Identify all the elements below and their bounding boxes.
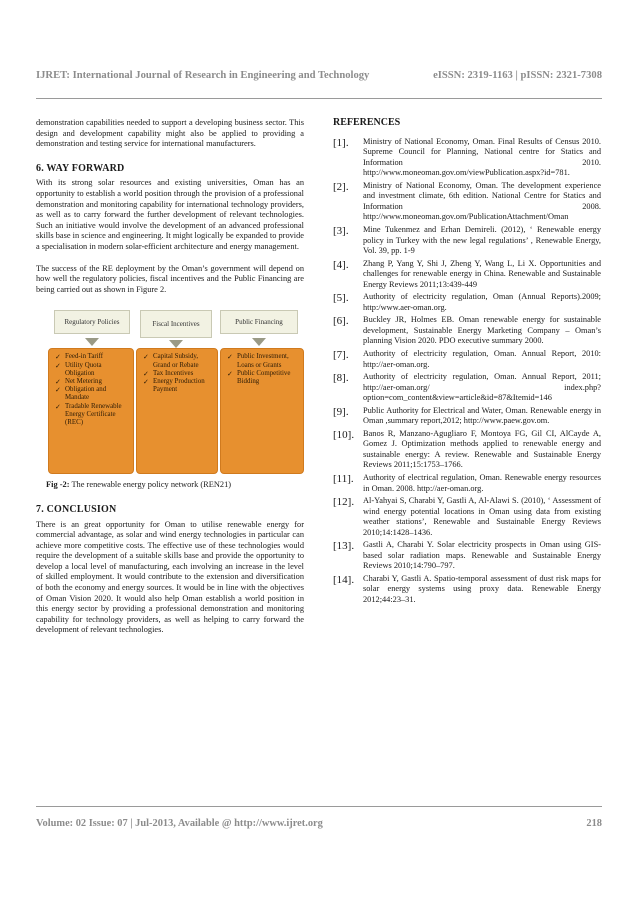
issn-label: eISSN: 2319-1163 | pISSN: 2321-7308 [433,70,602,81]
reference-item [333,181,601,223]
journal-title: IJRET: International Journal of Research in Engineering and Technology [36,70,370,81]
reference-text: Charabi Y, Gastli A. Spatio-temporal assessment of dust risk maps for solar energy systems using proxy data. Renewable Energy 2012;44:23–31. [363,573,601,605]
reference-item [333,315,601,347]
figure-list-item-text: Net Metering [65,377,102,385]
fiscal-items [143,353,214,394]
reference-text: Authority of electricity regulation, Oman. Annual Report, 2010: http://aer-oman.org. [363,348,601,369]
policy-network-figure [42,306,304,476]
reference-text: Banos R, Manzano-Agugliaro F, Montoya FG, Gil CI, AlCayde A, Gomez J. Optimization methods applied to renewable energy and sustainable energy: A review. Renewable and Sustainable Energy Reviews 2011;15:1753–1766. [363,428,601,470]
figure-list-item-text: Tradable Renewable Energy Certificate (REC) [65,402,122,426]
section-6-paragraph-2: The success of the RE deployment by the Oman’s government will depend on how well the regulatory policies, fiscal incentives and the Public Financing are being carried out as shown in Figure 2. [36,263,304,294]
fiscal-incentives-box: Fiscal Incentives [140,310,212,338]
section-7-title: 7. CONCLUSION [36,503,117,515]
checkmark-icon: ✓ [143,369,149,378]
reference-item [333,406,601,427]
right-column [333,118,601,608]
reference-item [333,496,601,538]
reference-number: [13]. [333,540,355,553]
volume-info: Volume: 02 Issue: 07 | Jul-2013, Available @ http://www.ijret.org [36,818,323,829]
figure-caption-label: Fig -2: [46,480,70,490]
reference-text: Mine Tukenmez and Erhan Demireli. (2012), ‘ Renewable energy policy in Turkey with the new legal regulations’ , Renewable Energy, Vol. 39, pp. 1-9 [363,224,601,256]
reference-number: [8]. [333,372,349,385]
figure-list-item [55,378,130,386]
arrow-down-icon [85,338,99,346]
regulatory-policies-list [48,348,134,474]
reference-item [333,349,601,370]
reference-number: [6]. [333,315,349,328]
figure-list-item-text: Obligation and Mandate [65,386,107,402]
header-divider [36,98,602,99]
checkmark-icon: ✓ [55,377,61,386]
figure-list-item [227,370,300,386]
page-footer [36,818,602,829]
checkmark-icon: ✓ [227,369,233,378]
figure-list-item-text: Tax Incentives [153,369,194,377]
reference-number: [14]. [333,573,355,586]
checkmark-icon: ✓ [143,377,149,386]
financing-items [227,353,300,386]
reference-item [333,473,601,494]
reference-number: [1]. [333,136,349,149]
figure-list-item [55,353,130,361]
reference-text: Ministry of National Economy, Oman. The development experience and investment climate, 6th edition. National Centre for Statics and Information 2008. http://www.moneoman.gov.om/PublicationAttachment/Oman [363,180,601,222]
section-6-title: 6. WAY FORWARD [36,162,125,174]
reference-number: [9]. [333,405,349,418]
reference-number: [3]. [333,224,349,237]
reference-text: Authority of electricity regulation, Oman (Annual Reports).2009; http:/www.aer-oman.org. [363,292,601,312]
reference-item [333,225,601,257]
reference-item [333,540,601,572]
reference-item [333,429,601,471]
reference-text: Zhang P, Yang Y, Shi J, Zheng Y, Wang L, Li X. Opportunities and challenges for renewable energy in China. Renewable and Sustainable Energy Reviews 2011;13:439-449 [363,258,601,289]
references-list [333,137,601,606]
figure-list-item-text: Capital Subsidy, Grand or Rebate [153,353,199,369]
figure-list-item [143,353,214,369]
checkmark-icon: ✓ [227,353,233,362]
figure-list-item-text: Public Competitive Bidding [237,369,291,385]
figure-list-item-text: Energy Production Payment [153,377,205,394]
checkmark-icon: ✓ [55,353,61,362]
reference-number: [2]. [333,180,349,193]
page-header [36,70,602,81]
checkmark-icon: ✓ [55,386,61,395]
figure-list-item [143,378,214,394]
figure-list-item [227,353,300,369]
figure-list-item [143,370,214,378]
public-financing-box: Public Financing [220,310,298,334]
checkmark-icon: ✓ [143,353,149,362]
figure-list-item [55,362,130,378]
figure-list-item-text: Feed-in Tariff [65,353,104,361]
section-7-paragraph: There is an great opportunity for Oman to utilise renewable energy for commercial advantage, as solar and wind energy technologies in particular can achieve more competitive costs. The effective use of these technologies would require the development of a suitable skills base and provide the opportunity to develop a local level of manufacturing, each involving an increase in the level of skilled employment. It would contribute to the extension and diversification of both the economy and energy sources. It would be in line with the objectives of Oman Vision 2020. It would also help Oman establish a world position in this energy sector by providing a professional demonstration and monitoring capability for technology providers, as well as helping to carry forward the development of relevant technologies. [36,519,304,635]
left-column [36,118,304,647]
reference-item [333,574,601,606]
arrow-down-icon [252,338,266,346]
figure-caption-text: The renewable energy policy network (REN21) [69,480,232,490]
reference-number: [12]. [333,496,355,509]
arrow-down-icon [169,340,183,348]
reference-text: Gastli A, Charabi Y. Solar electricity prospects in Oman using GIS-based solar radiation maps. Renewable and Sustainable Energy Reviews 2010;14:790–797. [363,540,601,571]
regulatory-policies-box: Regulatory Policies [54,310,130,334]
public-financing-list [220,348,304,474]
regulatory-items [55,353,130,427]
reference-text: Public Authority for Electrical and Water, Oman. Renewable energy in Oman ,summary report,2012; http://www.paew.gov.om. [363,405,601,426]
reference-text: Buckley JR, Holmes EB. Oman renewable energy for sustainable development, Sustainable Energy Marketing Company – Oman’s planning Vision 2020. PDO executive summary 2000. [363,315,601,346]
figure-list-item-text: Utility Quota Obligation [65,361,102,377]
figure-list-item-text: Public Investment, Loans or Grants [237,353,289,369]
reference-text: Al-Yahyai S, Charabi Y, Gastli A, Al-Alawi S. (2010), ‘ Assessment of wind energy potential locations in Oman using data from existing weather stations’, Renewable and Sustainable Energy Reviews 2010;14:1428–1436. [363,496,601,537]
references-title: REFERENCES [333,117,401,128]
figure-list-item [55,403,130,428]
reference-text: Authority of electricity regulation, Oman. Annual Report, 2011; http://aer-oman.org/ index.php?option=com_content&view=article&id=87&Itemid=146 [363,372,601,403]
section-6-paragraph-1: With its strong solar resources and existing universities, Oman has an opportunity to establish a world position through the provision of a professional demonstration and monitoring capability for international technology providers, as well as to carry forward the further development of relevant technologies. Such an initiative would involve the development of an advanced professional skills base in science and engineering. It might logically be expanded to provide a specialisation in modern solar-efficient architecture and energy management. [36,178,304,251]
checkmark-icon: ✓ [55,402,61,411]
intro-paragraph: demonstration capabilities needed to support a developing business sector. This design and development capability might also be applied to providing a demonstration and testing service for international manufacturers. [36,118,304,149]
reference-item [333,372,601,404]
figure-list-item [55,386,130,402]
reference-item [333,292,601,313]
page-number: 218 [586,818,602,829]
reference-item [333,137,601,179]
reference-number: [5]. [333,292,349,305]
reference-item [333,259,601,291]
figure-caption [46,480,304,491]
reference-text: Ministry of National Economy, Oman. Final Results of Census 2010. Supreme Council for Planning, National centre for Statics and Information 2010. http://www.moneoman.gov.om/viewPublication.aspx?id=781. [363,136,601,178]
reference-number: [11]. [333,473,354,485]
reference-number: [7]. [333,348,349,361]
checkmark-icon: ✓ [55,361,61,370]
reference-number: [10]. [333,428,355,441]
fiscal-incentives-list [136,348,218,474]
reference-number: [4]. [333,258,349,271]
reference-text: Authority of electrical regulation, Oman. Renewable energy resources in Oman. 2008. http://aer-oman.org. [363,473,601,493]
footer-divider [36,806,602,807]
